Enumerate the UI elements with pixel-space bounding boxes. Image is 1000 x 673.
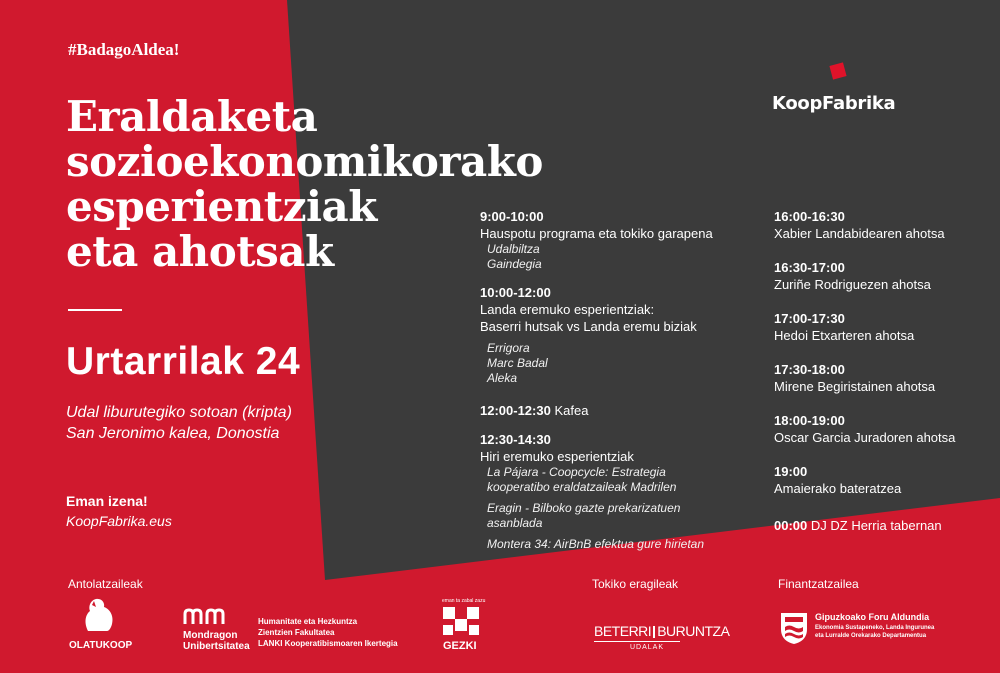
schedule-item: [774, 463, 984, 497]
venue: [66, 402, 292, 444]
schedule-title: Hauspotu programa eta tokiko garapena: [480, 226, 713, 241]
schedule-morning: [480, 208, 750, 564]
funder-label: Finantzatzailea: [778, 577, 859, 591]
schedule-title: Landa eremuko esperientziak:: [480, 302, 655, 317]
schedule-item: [774, 259, 984, 293]
schedule-title: Kafea: [554, 403, 589, 418]
upv-ehu-logo-icon: [441, 605, 481, 639]
schedule-item: [480, 402, 750, 419]
schedule-time: 12:30-14:30: [480, 432, 551, 447]
speaker: Udalbiltza: [487, 242, 540, 256]
gipuzkoa-dept: [815, 624, 934, 640]
mondragon-line: Unibertsitatea: [183, 641, 250, 652]
gezki-motto: eman ta zabal zazu: [442, 598, 486, 604]
title-line: eta ahotsak: [66, 227, 334, 276]
schedule-title: Baserri hutsak vs Landa eremu biziak: [480, 319, 697, 334]
divider: [68, 309, 122, 311]
faculty-line: Zientzien Fakultatea: [258, 628, 335, 637]
speaker: kooperatibo eraldatzaileak Madrilen: [487, 480, 677, 494]
koopfabrika-logo: KoopFabrika: [772, 93, 896, 114]
mondragon-logo-text: [183, 630, 250, 652]
speaker: La Pájara - Coopcycle: Estrategia: [487, 465, 666, 479]
schedule-time: 17:30-18:00: [774, 362, 845, 377]
event-date: Urtarrilak 24: [66, 340, 301, 383]
olatukoop-logo-icon: [82, 597, 116, 633]
speaker: Gaindegia: [487, 257, 542, 271]
title-line: Eraldaketa: [66, 92, 318, 141]
venue-line: Udal liburutegiko sotoan (kripta): [66, 404, 292, 421]
faculty-text: [258, 616, 398, 649]
schedule-time: 17:00-17:30: [774, 311, 845, 326]
speaker: Montera 34: AirBnB efektua gure hirietan: [487, 537, 705, 551]
schedule-time: 10:00-12:00: [480, 285, 551, 300]
schedule-time: 16:00-16:30: [774, 209, 845, 224]
gipuzkoa-dept-line: Ekonomia Sustapeneko, Landa Ingurunea: [815, 625, 935, 631]
speaker: Aleka: [487, 371, 518, 385]
speaker: Eragin - Bilboko gazte prekarizatuen: [487, 501, 681, 515]
title-line: esperientziak: [66, 182, 377, 231]
schedule-item: [774, 208, 984, 242]
schedule-time: 19:00: [774, 464, 808, 479]
schedule-time: 00:00: [774, 518, 808, 533]
local-partners-label: Tokiko eragileak: [592, 577, 679, 591]
schedule-time: 16:30-17:00: [774, 260, 845, 275]
udalak-rule: [594, 641, 680, 642]
schedule-item: [480, 284, 750, 386]
speaker: Marc Badal: [487, 356, 548, 370]
signup-label: Eman izena!: [66, 493, 148, 509]
schedule-time: 9:00-10:00: [480, 209, 544, 224]
signup-link[interactable]: KoopFabrika.eus: [66, 513, 172, 529]
schedule-afternoon: [774, 208, 984, 546]
speaker: asanblada: [487, 516, 543, 530]
schedule-time: 12:00-12:30: [480, 403, 551, 418]
page-title: [66, 94, 543, 274]
schedule-item: [774, 361, 984, 395]
gipuzkoa-name: Gipuzkoako Foru Aldundia: [815, 612, 930, 622]
schedule-title: Oscar Garcia Juradoren ahotsa: [774, 430, 956, 445]
hashtag: #BadagoAldea!: [68, 40, 180, 59]
olatukoop-logo-text: OLATUKOOP: [69, 640, 133, 651]
beterri-word: BETERRI: [594, 623, 652, 639]
mondragon-logo-icon: [183, 608, 229, 626]
schedule-title: DJ DZ Herria tabernan: [810, 518, 942, 533]
signup: [66, 491, 172, 531]
mondragon-line: Mondragon: [183, 630, 238, 641]
gipuzkoa-dept-line: eta Lurralde Orekarako Departamentua: [815, 633, 927, 639]
schedule-time: 18:00-19:00: [774, 413, 845, 428]
speaker: Errigora: [487, 341, 530, 355]
schedule-title: Zuriñe Rodriguezen ahotsa: [774, 277, 931, 292]
schedule-item: [774, 517, 984, 534]
schedule-item: [774, 310, 984, 344]
schedule-title: Amaierako bateratzea: [774, 481, 902, 496]
schedule-title: Mirene Begiristainen ahotsa: [774, 379, 936, 394]
beterri-buruntza-logo: [594, 623, 729, 639]
schedule-title: Xabier Landabidearen ahotsa: [774, 226, 945, 241]
schedule-item: [774, 412, 984, 446]
buruntza-word: BURUNTZA: [657, 623, 730, 639]
schedule-item: [480, 431, 750, 552]
organizers-label: Antolatzaileak: [68, 577, 143, 591]
schedule-title: Hedoi Etxarteren ahotsa: [774, 328, 915, 343]
faculty-line: LANKI Kooperatibismoaren Ikertegia: [258, 639, 398, 648]
gezki-logo-text: GEZKI: [443, 640, 477, 652]
gipuzkoa-shield-icon: [779, 611, 809, 645]
faculty-line: Humanitate eta Hezkuntza: [258, 617, 358, 626]
udalak-text: UDALAK: [630, 644, 665, 651]
schedule-item: [480, 208, 750, 272]
title-line: sozioekonomikorako: [66, 137, 543, 186]
venue-line: San Jeronimo kalea, Donostia: [66, 425, 280, 442]
schedule-title: Hiri eremuko esperientziak: [480, 449, 634, 464]
